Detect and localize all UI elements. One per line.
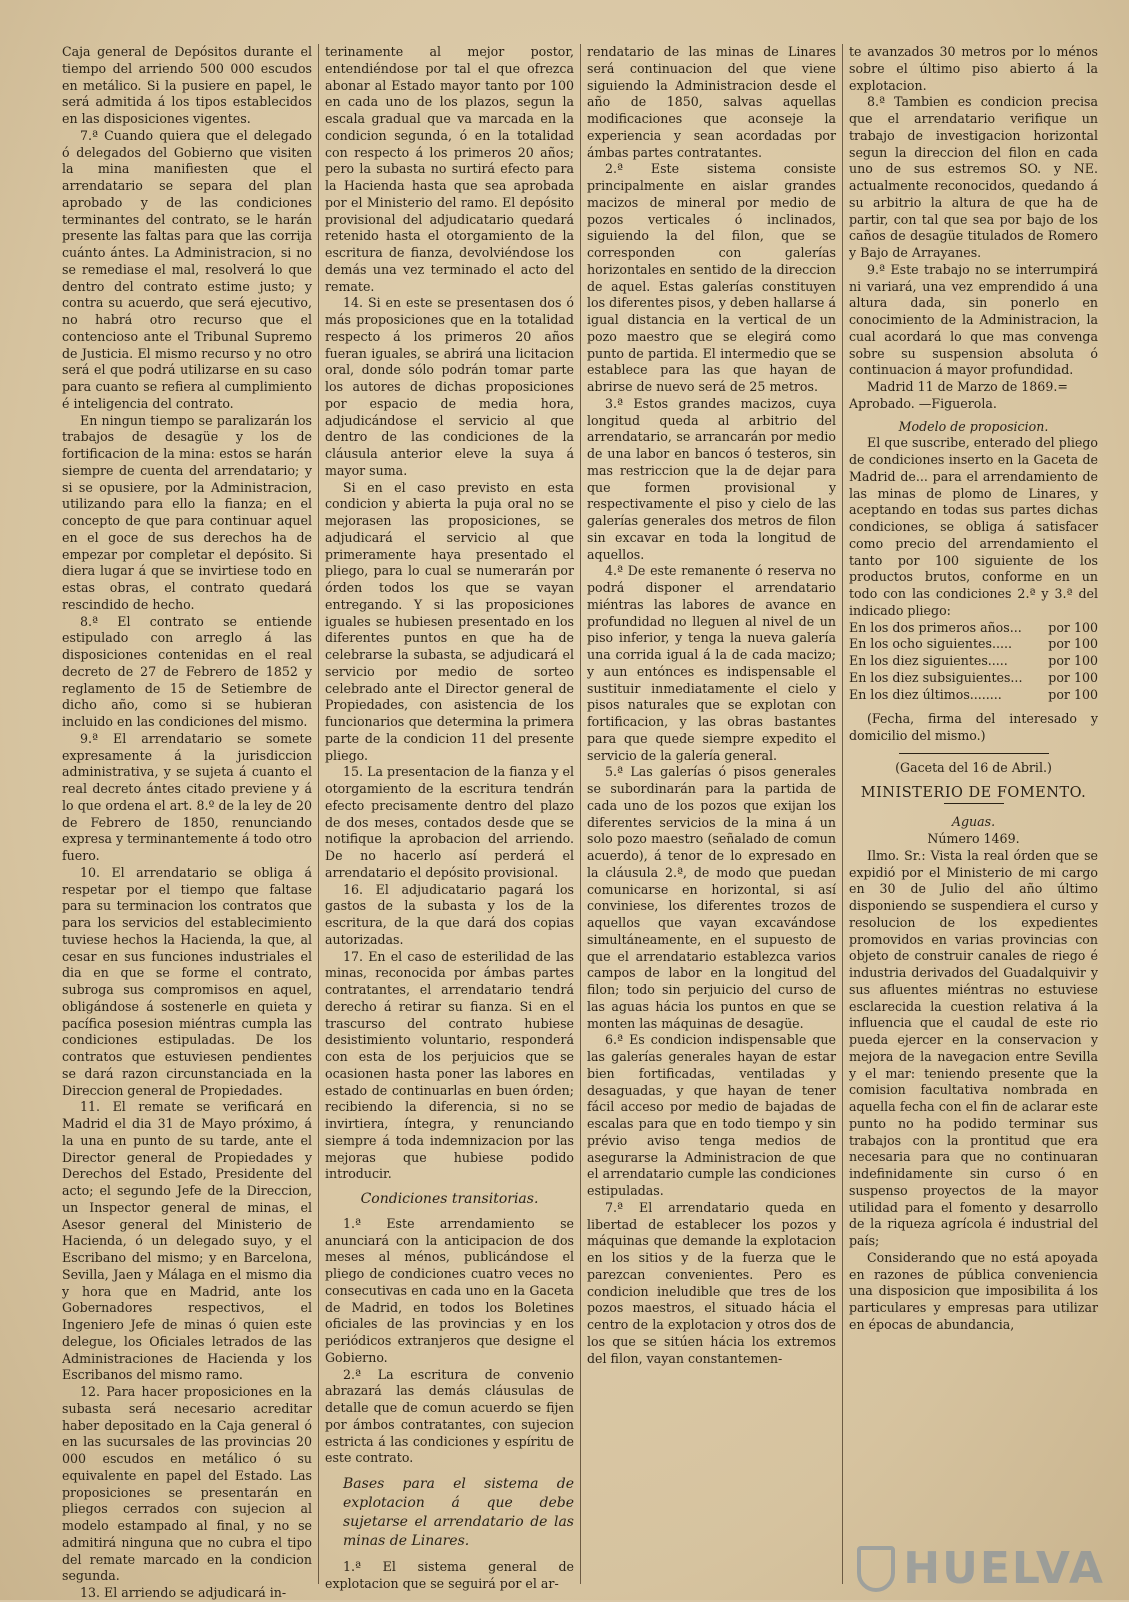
paragraph: 9.ª Este trabajo no se interrumpirá ni variará, una vez emprendido á una altura dada, sin ponerlo en conocimiento de la Administracion, la cual acordará lo que mas convenga sobre su suspension absoluta ó continuacion á mayor profundidad. [849,261,1098,378]
list-item-value: por 100 [1048,653,1098,668]
paragraph: 3.ª Estos grandes macizos, cuya longitud queda al arbitrio del arrendatario, se arrancarán por medio de una labor en bancos ó testeros, sin mas restriccion que la de dejar para que formen provisional y respectivamente el piso y cielo de las galerías generales dos metros de filon sin excavar en toda la longitud de aquellos. [587,395,836,562]
paragraph: 11. El remate se verificará en Madrid el dia 31 de Mayo próximo, á la una en punto de su tarde, ante el Director general de Propiedades y Derechos del Estado, Presidente del acto; el segundo Jefe de la Direccion, un Inspector general de minas, el Asesor general del Ministerio de Hacienda, ó un delegado suyo, y el Escribano del mismo; y en Barcelona, Sevilla, Jaen y Málaga en el mismo dia y hora que en Madrid, ante los Gobernadores respectivos, el Ingeniero Jefe de minas ó quien este delegue, los Oficiales letrados de las Administraciones de Hacienda y los Escribanos del mismo ramo. [62,1099,312,1383]
paragraph: 10. El arrendatario se obliga á respetar por el tiempo que faltase para su terminacion los contratos que para los servicios del establecimiento tuviese hechos la Hacienda, la que, al cesar en sus funciones industriales el dia en que se forme el contrato, subroga sus compromisos en aquel, obligándose á sostenerle en quieta y pacífica posesion miéntras cumpla las condiciones estipuladas. De los contratos que estuviesen pendientes se dará razon circunstanciada en la Direccion general de Propiedades. [62,864,312,1098]
column-2 [318,44,580,1591]
list-item-label: En los ocho siguientes..... [849,636,1012,652]
aguas-heading: Aguas. [951,814,996,830]
model-heading: Modelo de proposicion. [898,418,1049,434]
shield-icon [857,1546,895,1592]
list-item [849,670,1098,687]
paragraph: Si en el caso previsto en esta condicion y abierta la puja oral no se mejorasen las proposiciones, se adjudicará el servicio al que primeramente haya presentado el pliego, para lo cual se numerarán por órden todos los que se vayan entregando. Y si las proposiciones iguales se hubiesen presentado en los diferentes puntos en que ha de celebrarse la subasta, se adjudicará el servicio por medio de sorteo celebrado ante el Director general de Propiedades, con asistencia de los funcionarios que determina la primera parte de la condicion 11 del presente pliego. [325,479,574,763]
text-columns [56,44,1109,1600]
paragraph: Caja general de Depósitos durante el tiempo del arriendo 500 000 escudos en metálico. Si la pusiere en papel, le será admitida á los tipos establecidos en las disposiciones vigentes. [62,44,312,126]
paragraph: 7.ª Cuando quiera que el delegado ó delegados del Gobierno que visiten la mina manifiesten que el arrendatario se separa del plan aprobado y de las condiciones terminantes del contrato, se le harán presente las faltas para que las corrija cuánto ántes. La Administracion, si no se remediase el mal, resolverá lo que dentro del contrato estime justo; y contra su acuerdo, que será ejecutivo, no habrá otro recurso que el contencioso ante el Tribunal Supremo de Justicia. El mismo recurso y no otro será el que podrá utilizarse en su caso para cuanto se refiera al cumplimiento é inteligencia del contrato. [62,127,312,411]
column-1 [56,44,318,1600]
list-item-value: por 100 [1048,669,1098,685]
section-heading: Condiciones transitorias. [360,1191,539,1207]
list-item-value: por 100 [1048,619,1098,635]
percentage-list [849,620,1098,704]
list-item-label: En los diez subsiguientes... [849,669,1023,685]
archive-watermark [857,1543,1105,1594]
list-item-label: En los diez últimos........ [849,686,1002,702]
list-item [849,653,1098,670]
paragraph: 13. El arriendo se adjudicará in- [80,1585,287,1600]
column-3 [580,44,842,1584]
paragraph: El que suscribe, enterado del pliego de condiciones inserto en la Gaceta de Madrid de... para el arrendamiento de las minas de plomo de Linares, y aceptando en todas sus partes dichas condiciones, se obliga á satisfacer como precio del arrendamiento el tanto por 100 siguiente de los productos brutos, conforme en un todo con las condiciones 2.ª y 3.ª del indicado pliego: [849,435,1098,618]
paragraph: En ningun tiempo se paralizarán los trabajos de desagüe y los de fortificacion de la mina: estos se harán siempre de cuenta del arrendatario; y si se opusiere, por la Administracion, utilizando para ello la fianza; en el concepto de que para continuar aquel en el goce de sus derechos ha de empezar por completar el depósito. Si diera lugar á que se invirtiese todo en estas obras, el contrato quedará rescindido de hecho. [62,412,312,612]
paragraph: 14. Si en este se presentasen dos ó más proposiciones que en la totalidad respecto á los primeros 20 años fueran iguales, se abrirá una licitacion oral, donde sólo podrán tomar parte los autores de dichas proposiciones por espacio de media hora, adjudicándose el servicio al que dentro de las condiciones de la cláusula anterior eleve la suya á mayor suma. [325,295,574,478]
divider [899,753,1049,754]
paragraph: terinamente al mejor postor, entendiéndose por tal el que ofrezca abonar al Estado mayor tanto por 100 en cada uno de los plazos, segun la escala gradual que va marcada en la condicion segunda, ó en la totalidad con respecto á los primeros 20 años; pero la subasta no surtirá efecto para la Hacienda hasta que sea aprobada por el Ministerio del ramo. El depósito provisional del adjudicatario quedará retenido hasta el otorgamiento de la escritura de fianza, devolviéndose los demás una vez terminado el acto del remate. [325,44,574,294]
watermark-text: HUELVA [903,1543,1105,1594]
paragraph: 8.ª Tambien es condicion precisa que el arrendatario verifique un trabajo de investigacion horizontal segun la direccion del filon en cada uno de sus estremos SO. y NE. actualmente reconocidos, quedando á su arbitrio la altura de que ha de partir, con tal que sea por bajo de los caños de desagüe titulados de Romero y Bajo de Arrayanes. [849,94,1098,260]
paragraph: 2.ª Este sistema consiste principalmente en aislar grandes macizos de mineral por medio de pozos verticales ó inclinados, siguiendo la del filon, que se corresponden con galerías horizontales en sentido de la direccion de aquel. Estas galerías constituyen los diferentes pisos, y deben hallarse á igual distancia en la vertical de un pozo maestro que se elegirá como punto de partida. El intermedio que se establece para las que hayan de abrirse de nuevo será de 25 metros. [587,161,836,394]
paragraph: 16. El adjudicatario pagará los gastos de la subasta y los de la escritura, de la que dará dos copias autorizadas. [325,881,574,947]
paragraph: 8.ª El contrato se entiende estipulado con arreglo á las disposiciones contenidas en el real decreto de 27 de Febrero de 1852 y reglamento de 15 de Setiembre de dicho año, como si se hubieran incluido en las condiciones del mismo. [62,613,312,729]
date-line: Madrid 11 de Marzo de 1869.= [867,379,1068,394]
divider [944,803,1004,804]
list-item-label: En los diez siguientes..... [849,653,1008,668]
column-4 [842,44,1104,1584]
paragraph: Ilmo. Sr.: Vista la real órden que se expidió por el Ministerio de mi cargo en 30 de Julio del año último disponiendo se suspendiera el curso y resolucion de los expedientes promovidos en varias provincias con objeto de construir canales de riego é industria derivados del Guadalquivir y sus afluentes miéntras no estuviese esclarecida la cuestion relativa á la influencia que el caudal de este rio pueda ejercer en la conservacion y mejora de la navegacion entre Sevilla y el mar: teniendo presente que la comision facultativa nombrada en aquella fecha con el fin de aclarar este punto no ha podido terminar sus trabajos con la prontitud que era necesaria para que no continuaran indefinidamente sin curso ó en suspenso proyectos de la mayor utilidad para el fomento y desarrollo de la riqueza agrícola é industrial del país; [849,847,1098,1248]
paragraph: Considerando que no está apoyada en razones de pública conveniencia una disposicion que imposibilita á los particulares y empresas para utilizar en épocas de abundancia, [849,1249,1098,1332]
list-item [849,687,1098,704]
paragraph: 2.ª La escritura de convenio abrazará las demás cláusulas de detalle que de comun acuerdo se fijen por ámbos contratantes, con sujecion estricta á las condiciones y espíritu de este contrato. [325,1366,574,1466]
list-item [849,620,1098,637]
list-item-label: En los dos primeros años... [849,619,1022,635]
paragraph: 5.ª Las galerías ó pisos generales se subordinarán para la partida de cada uno de los pozos que exijan los diferentes servicios de la mina á un solo pozo maestro (señalado de comun acuerdo), á tenor de lo expresado en la cláusula 2.ª, de modo que puedan comunicarse en horizontal, si así conviniese, los diferentes trozos de aquellos que vayan excavándose simultáneamente, en el supuesto de que el arrendatario establezca varios campos de labor en la longitud del filon; todo sin perjuicio del curso de las aguas hácia los puntos en que se monten las máquinas de desagüe. [587,764,836,1031]
paragraph: 1.ª El sistema general de explotacion que se seguirá por el ar- [325,1559,574,1591]
approval-line: Aprobado. —Figuerola. [849,395,997,411]
paragraph: 15. La presentacion de la fianza y el otorgamiento de la escritura tendrán efecto precisamente dentro del plazo de dos meses, contados desde que se notifique la aprobacion del arriendo. De no hacerlo así perderá el arrendatario el depósito provisional. [325,764,574,880]
paragraph: 12. Para hacer proposiciones en la subasta será necesario acreditar haber depositado en la Caja general ó en las sucursales de las provincias 20 000 escudos en metálico ó su equivalente en papel del Estado. Las proposiciones se presentarán en pliegos cerrados con sujecion al modelo estampado al final, y no se admitirá ninguna que no cubra el tipo del remate marcado en la condicion segunda. [62,1384,312,1584]
paragraph: 1.ª Este arrendamiento se anunciará con la anticipacion de dos meses al ménos, publicándose el pliego de condiciones cuatro veces no consecutivas en cada uno en la Gaceta de Madrid, en todos los Boletines oficiales de las provincias y en los periódicos extranjeros que designe el Gobierno. [325,1215,574,1365]
paragraph: 9.ª El arrendatario se somete expresamente á la jurisdiccion administrativa, y se sujeta á cuanto el real decreto ántes citado previene y á lo que ordena el art. 8.º de la ley de 20 de Febrero de 1850, renunciando expresa y terminantemente á todo otro fuero. [62,730,312,863]
ministry-heading: MINISTERIO DE FOMENTO. [860,784,1087,801]
paragraph: rendatario de las minas de Linares será continuacion del que viene siguiendo la Administracion desde el año de 1850, salvas aquellas modificaciones que aconseje la experiencia y sean acordadas por ámbas partes contratantes. [587,44,836,160]
paragraph: 4.ª De este remanente ó reserva no podrá disponer el arrendatario miéntras las labores de avance en profundidad no lleguen al nivel de un piso inferior, y tenga la nueva galería una corrida igual á la de cada macizo; y aun entónces es indispensable el sustituir inmediatamente el cielo y pisos naturales que se explotan con fortificacion, y las obras bastantes para que quede siempre expedito el servicio de la galería general. [587,563,836,763]
paragraph: te avanzados 30 metros por lo ménos sobre el último piso abierto á la explotacion. [849,44,1098,93]
paragraph: 17. En el caso de esterilidad de las minas, reconocida por ámbas partes contratantes, el arrendatario tendrá derecho á retirar su fianza. Si en el trascurso del contrato hubiese desistimiento voluntario, responderá con esta de los perjuicios que se ocasionen hasta poner las labores en estado de continuarlas en buen órden; recibiendo la diferencia, si no se invirtiera, íntegra, y renunciando siempre á toda indemnizacion por las mejoras que hubiese podido introducir. [325,948,574,1182]
gaceta-note: (Gaceta del 16 de Abril.) [895,759,1052,775]
signature-note: (Fecha, firma del interesado y domicilio del mismo.) [849,711,1098,743]
number-heading: Número 1469. [927,831,1020,846]
list-item-value: por 100 [1048,686,1098,702]
paragraph: 7.ª El arrendatario queda en libertad de establecer los pozos y máquinas que demande la explotacion en los sitios y de la fuerza que le parezcan convenientes. Pero es condicion ineludible que tres de los pozos maestros, el situado hácia el centro de la explotacion y otros dos de los que se sitúen hácia los extremos del filon, vayan constantemen- [587,1199,836,1366]
section-heading-bases: Bases para el sistema de explotacion á que debe sujetarse el arrendatario de las minas de Linares. [343,1476,574,1549]
paragraph: 6.ª Es condicion indispensable que las galerías generales hayan de estar bien fortificadas, ventiladas y desaguadas, y que hayan de tener fácil acceso por medio de bajadas de escalas para que en todo tiempo y sin prévio aviso tenga medios de asegurarse la Administracion de que el arrendatario cumple las condiciones estipuladas. [587,1032,836,1198]
list-item-value: por 100 [1048,636,1098,652]
list-item [849,636,1098,653]
